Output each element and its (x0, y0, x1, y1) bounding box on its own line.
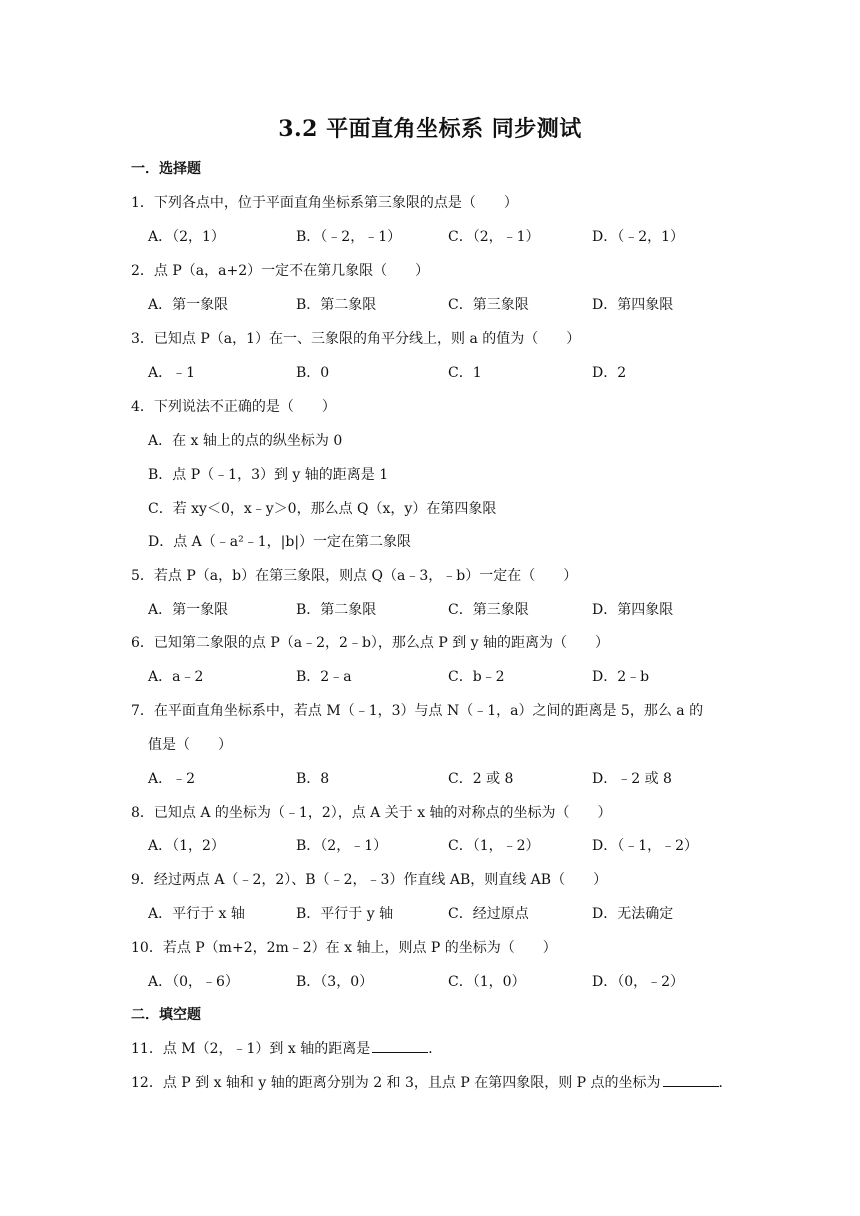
option-c: C．（1，0） (448, 974, 526, 990)
option-d: D．无法确定 (592, 906, 674, 922)
answer-blank (663, 1074, 719, 1087)
question-11-end: ． (428, 1041, 443, 1057)
option-d: D．﹣2 或 8 (592, 771, 672, 787)
option-c: C．1 (448, 365, 482, 381)
option-d: D．第四象限 (592, 602, 674, 618)
question-8: 8．已知点 A 的坐标为（﹣1，2），点 A 关于 x 轴的对称点的坐标为（ ） (131, 805, 612, 821)
option-b: B．第二象限 (296, 297, 377, 313)
option-a: A．第一象限 (148, 297, 229, 313)
option-b: B．平行于 y 轴 (296, 906, 394, 922)
option-c: C．第三象限 (448, 297, 529, 313)
question-12-text: 12．点 P 到 x 轴和 y 轴的距离分别为 2 和 3，且点 P 在第四象限，则 P 点的坐标为 (131, 1075, 661, 1091)
page-title: 3.2 平面直角坐标系 同步测试 (278, 116, 582, 142)
option-a: A．﹣1 (148, 365, 196, 381)
question-4: 4．下列说法不正确的是（ ） (131, 399, 336, 415)
option-c: C．（1，﹣2） (448, 838, 540, 854)
option-c: C．（2，﹣1） (448, 229, 540, 245)
question-11 (131, 1038, 442, 1058)
option-c: C．b﹣2 (448, 669, 505, 685)
option-a: A．（0，﹣6） (148, 974, 239, 990)
question-7-continuation: 值是（ ） (148, 737, 232, 753)
answer-blank (372, 1040, 428, 1053)
section-heading-choice: 一．选择题 (131, 161, 201, 177)
option-d: D．第四象限 (592, 297, 674, 313)
option-b: B．2﹣a (296, 669, 352, 685)
option-b: B．（3，0） (296, 974, 374, 990)
option-a: A．（1，2） (148, 838, 225, 854)
option-a: A．在 x 轴上的点的纵坐标为 0 (148, 433, 343, 449)
question-12 (131, 1072, 733, 1092)
question-6: 6．已知第二象限的点 P（a﹣2，2﹣b），那么点 P 到 y 轴的距离为（ ） (131, 635, 610, 651)
question-9: 9．经过两点 A（﹣2，2）、B（﹣2，﹣3）作直线 AB，则直线 AB（ ） (131, 872, 608, 888)
option-a: A．第一象限 (148, 602, 229, 618)
option-a: A．（2，1） (148, 229, 225, 245)
question-5: 5．若点 P（a，b）在第三象限，则点 Q（a﹣3，﹣b）一定在（ ） (131, 568, 578, 584)
option-c: C．若 xy＜0，x﹣y＞0，那么点 Q（x，y）在第四象限 (148, 501, 497, 517)
option-d: D．2﹣b (592, 669, 650, 685)
option-b: B．（﹣2，﹣1） (296, 229, 402, 245)
option-b: B．点 P（﹣1，3）到 y 轴的距离是 1 (148, 467, 389, 483)
option-d: D．（﹣2，1） (592, 229, 685, 245)
option-c: C．2 或 8 (448, 771, 514, 787)
option-b: B．8 (296, 771, 330, 787)
option-b: B．0 (296, 365, 330, 381)
option-a: A．平行于 x 轴 (148, 906, 245, 922)
question-10: 10．若点 P（m+2，2m﹣2）在 x 轴上，则点 P 的坐标为（ ） (131, 940, 557, 956)
question-1: 1．下列各点中，位于平面直角坐标系第三象限的点是（ ） (131, 195, 518, 211)
option-c: C．经过原点 (448, 906, 529, 922)
question-12-end: ． (718, 1075, 733, 1091)
section-heading-fill: 二．填空题 (131, 1007, 201, 1023)
option-a: A．﹣2 (148, 771, 196, 787)
question-2: 2．点 P（a，a+2）一定不在第几象限（ ） (131, 263, 430, 279)
option-d: D．（0，﹣2） (592, 974, 685, 990)
option-b: B．（2，﹣1） (296, 838, 388, 854)
option-d: D．2 (592, 365, 627, 381)
option-d: D．（﹣1，﹣2） (592, 838, 699, 854)
option-a: A．a﹣2 (148, 669, 204, 685)
question-11-text: 11．点 M（2，﹣1）到 x 轴的距离是 (131, 1041, 371, 1057)
question-7: 7．在平面直角坐标系中，若点 M（﹣1，3）与点 N（﹣1，a）之间的距离是 5，那么 a 的 (131, 703, 704, 719)
option-c: C．第三象限 (448, 602, 529, 618)
option-b: B．第二象限 (296, 602, 377, 618)
option-d: D．点 A（﹣a²﹣1，|b|）一定在第二象限 (148, 534, 412, 550)
question-3: 3．已知点 P（a，1）在一、三象限的角平分线上，则 a 的值为（ ） (131, 331, 581, 347)
